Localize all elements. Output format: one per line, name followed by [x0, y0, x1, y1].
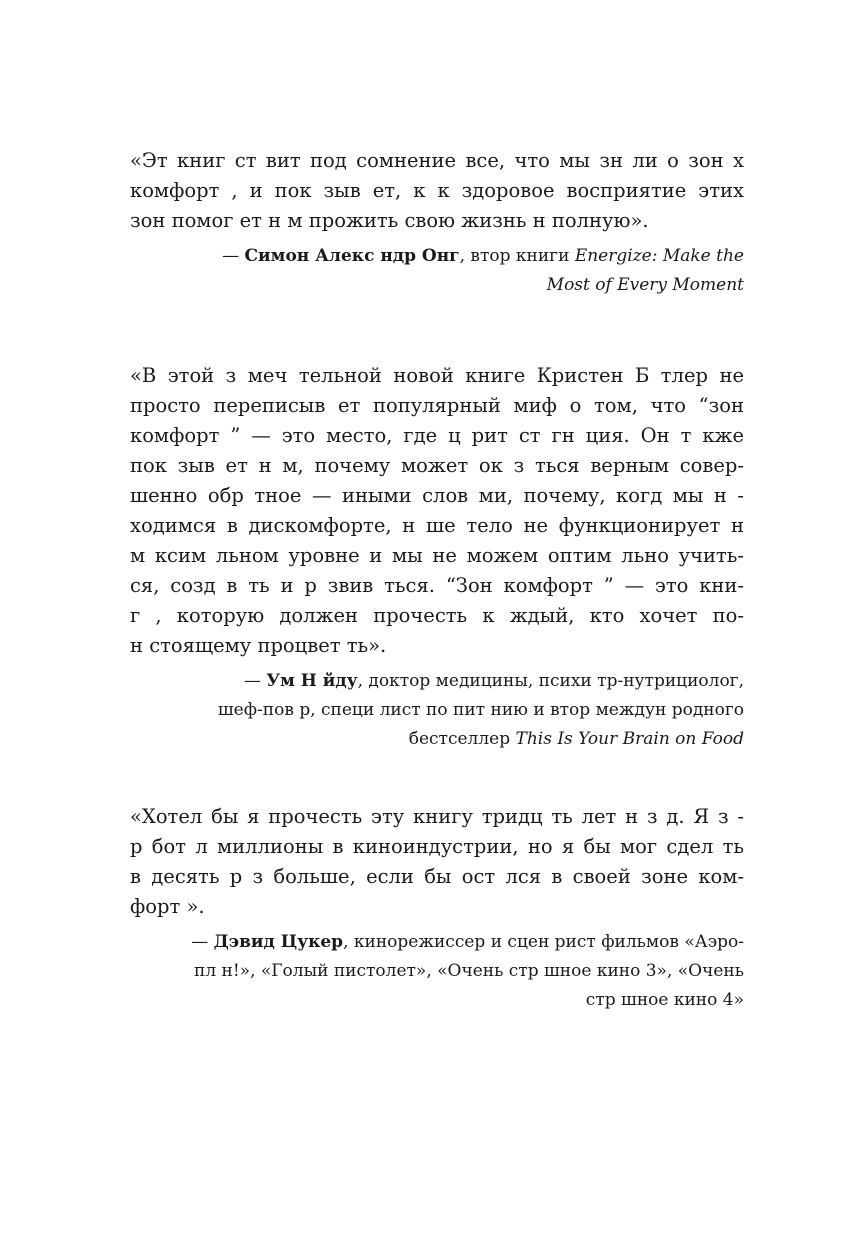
blurbs-page [130, 146, 744, 1015]
attribution-3-line: стр шное кино 4» [585, 990, 744, 1010]
quote-1-line: комфорт , и пок зыв ет, к к здоровое восприятие этих [130, 179, 744, 202]
quote-2-line: комфорт ” — это место, где ц рит ст гн ция. Он т кже [130, 424, 744, 447]
attribution-1-line [130, 242, 744, 271]
attribution-1-line [130, 271, 744, 300]
attribution-2-line: шеф-пов р, специ лист по пит нию и втор междун родного [217, 700, 744, 720]
quote-3-line: в десять р з больше, если бы ост лся в своей зоне ком- [130, 865, 744, 888]
author-role: , кинорежиссер и сцен рист фильмов «Аэро- [343, 932, 744, 952]
quote-3-line: форт ». [130, 895, 205, 918]
quote-3 [130, 802, 744, 922]
quote-3-line: «Хотел бы я прочесть эту книгу тридц ть лет н з д. Я з - [130, 805, 744, 828]
quote-2-line: г , которую должен прочесть к ждый, кто хочет по- [130, 604, 744, 627]
blurb-2 [130, 361, 744, 754]
quote-3-line: р бот л миллионы в киноиндустрии, но я бы мог сдел ть [130, 835, 744, 858]
quote-2-line: «В этой з меч тельной новой книге Кристен Б тлер не [130, 364, 744, 387]
quote-2-line: шенно обр тное — иными слов ми, почему, когд мы н - [130, 484, 744, 507]
blurb-3 [130, 802, 744, 1015]
attribution-3 [130, 928, 744, 1015]
book-title: This Is Your Brain on Food [515, 729, 744, 749]
quote-2-line: н стоящему процвет ть». [130, 634, 387, 657]
attribution-2-line [130, 725, 744, 754]
attribution-dash: — [243, 671, 267, 691]
attribution-2-line [130, 667, 744, 696]
quote-2-line: м ксим льном уровне и мы не можем оптим льно учить- [130, 544, 744, 567]
author-name: Симон Алекс ндр Онг [244, 246, 460, 266]
quote-2-line: ходимся в дискомфорте, н ше тело не функционирует н [130, 514, 744, 537]
quote-1-line: «Эт книг ст вит под сомнение все, что мы зн ли о зон х [130, 149, 744, 172]
book-title: Most of Every Moment [546, 275, 744, 295]
author-role: , доктор медицины, психи тр-нутрициолог, [357, 671, 744, 691]
attribution-3-line: пл н!», «Голый пистолет», «Очень стр шное кино 3», «Очень [193, 961, 744, 981]
quote-2-line: ся, созд в ть и р звив ться. “Зон комфорт ” — это кни- [130, 574, 744, 597]
quote-2-line: просто переписыв ет популярный миф о том, что “зон [130, 394, 744, 417]
quote-2-line: пок зыв ет н м, почему может ок з ться верным совер- [130, 454, 744, 477]
attribution-1 [130, 242, 744, 300]
author-name: Дэвид Цукер [213, 932, 344, 952]
quote-1 [130, 146, 744, 236]
blurb-1 [130, 146, 744, 300]
attribution-dash: — [191, 932, 214, 952]
quote-2 [130, 361, 744, 661]
attribution-2 [130, 667, 744, 754]
quote-1-line: зон помог ет н м прожить свою жизнь н полную». [130, 209, 649, 232]
author-role: , втор книги [459, 246, 575, 266]
attribution-3-line [130, 928, 744, 957]
book-title: Energize: Make the [574, 246, 744, 266]
author-name: Ум Н йду [266, 671, 358, 691]
attribution-dash: — [222, 246, 245, 266]
author-role: бестселлер [408, 729, 516, 749]
